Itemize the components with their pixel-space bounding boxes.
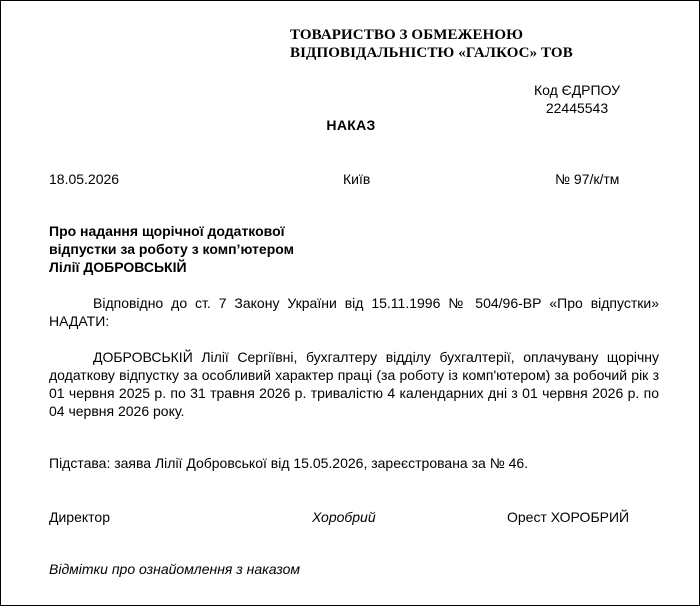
order-number: № 97/к/тм [555, 171, 620, 187]
signatory-role: Директор [49, 509, 110, 525]
order-city: Київ [343, 171, 371, 187]
order-subject-line1: Про надання щорічної додаткової [49, 223, 285, 239]
organization-name [290, 26, 573, 62]
organization-name-line1: ТОВАРИСТВО З ОБМЕЖЕНОЮ [290, 27, 524, 43]
edrpou-label: Код ЄДРПОУ [533, 82, 621, 98]
order-date: 18.05.2026 [49, 171, 120, 187]
signatory-name: Орест ХОРОБРИЙ [507, 509, 630, 525]
acknowledgement-note: Відмітки про ознайомлення з наказом [49, 561, 300, 577]
order-subject-line3: Лілії ДОБРОВСЬКІЙ [49, 259, 187, 275]
order-subject-line2: відпустки за роботу з комп’ютером [49, 241, 294, 257]
basis-line: Підстава: заява Лілії Добровської від 15.05.2026, зареєстрована за № 46. [49, 455, 529, 471]
leave-details-paragraph: ДОБРОВСЬКІЙ Лілії Сергіївні, бухгалтеру відділу бухгалтерії, оплачувану щорічну додаткову відпустку за особливий характер праці (за роботу із комп'ютером) за робочий рік з 01 червня 2025 р. по 31 травня 2026 р. тривалістю 4 календарних дні з 01 червня 2026 р. по 04 червня 2026 року. [49, 349, 659, 419]
edrpou-block [491, 81, 663, 117]
document-title: НАКАЗ [326, 117, 376, 133]
order-subject [49, 222, 294, 276]
organization-name-line2: ВІДПОВІДАЛЬНІСТЮ «ГАЛКОС» ТОВ [290, 45, 573, 61]
legal-basis-paragraph: Відповідно до ст. 7 Закону України від 15.11.1996 № 504/96-ВР «Про відпустки» НАДАТИ: [49, 295, 659, 329]
edrpou-value: 22445543 [545, 100, 609, 116]
signature: Хоробрий [312, 509, 376, 525]
